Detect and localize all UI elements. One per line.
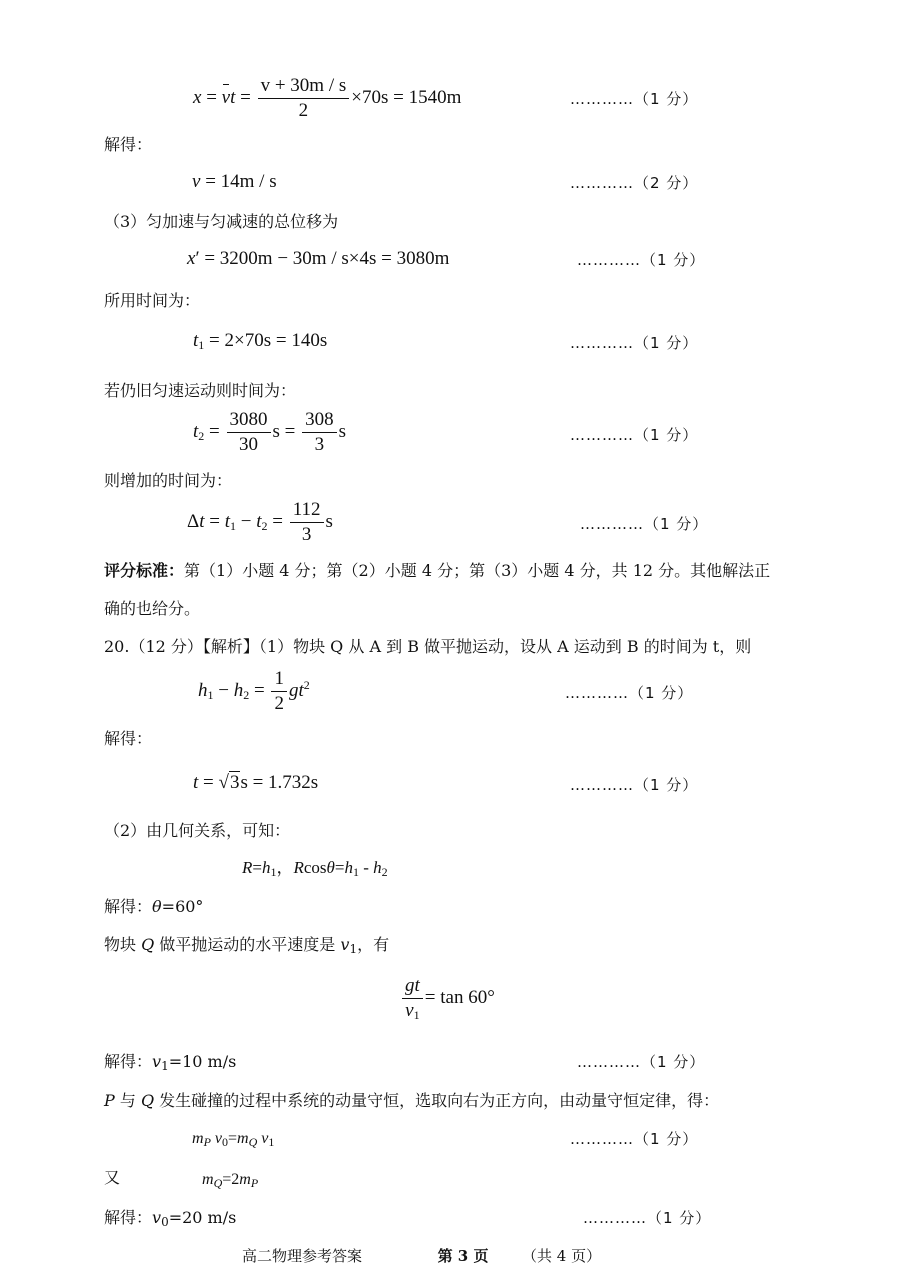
scoring-criteria-heading: 评分标准： <box>104 561 185 580</box>
fraction-numerator: v + 30m / s <box>258 74 350 99</box>
footer-total-pages: （共 4 页） <box>522 1247 602 1265</box>
footer-title: 高二物理参考答案 <box>242 1247 363 1265</box>
equation-t2: $t_2$ = $\frac{3080}{30}$ s = $\frac{308}{3}$ s <box>193 409 347 455</box>
result-theta: 解得：θ=60° <box>104 897 204 916</box>
scoring-criteria-continued: 确的也给分。 <box>104 599 201 618</box>
text-part3: （3）匀加速与匀减速的总位移为 <box>104 212 339 231</box>
equation-displacement: x = vt = $\frac{v + 30m / s}{2}$ ×70s = 1540m <box>193 75 462 121</box>
equation-geometry: $R=h_1$，$Rcos\theta=h_1 - h_2$ <box>242 858 388 879</box>
question-20-label: 20.（12 分）【解析】 <box>104 637 259 656</box>
equation-t1: $t_1 = 2\times 70s = 140s$ <box>193 330 328 352</box>
question-20-text: （1）物块 Q 从 A 到 B 做平抛运动，设从 A 运动到 B 的时间为 t，则 <box>258 637 752 656</box>
fraction-numerator: 1 <box>271 667 287 692</box>
scoring-criteria <box>104 560 770 582</box>
score-mark: …………（2 分） <box>570 174 699 192</box>
equation-delta-t: $\Delta t = t_1 - t_2$ = $\frac{112}{3}$ s <box>187 499 333 545</box>
text-momentum-conservation: P 与 Q 发生碰撞的过程中系统的动量守恒，选取向右为正方向，由动量守恒定律，得： <box>104 1091 720 1110</box>
fraction-denominator: 3 <box>314 434 325 455</box>
page-footer <box>242 1245 601 1267</box>
text-suoyong: 所用时间为： <box>104 291 201 310</box>
fraction-denominator: 2 <box>298 100 309 121</box>
equation-momentum: $m_P$ $v_0=m_Q$ $v_1$ <box>192 1130 275 1149</box>
text-you: 又 <box>104 1168 121 1187</box>
text-zeng: 则增加的时间为： <box>104 471 233 490</box>
footer-page-number: 第 3 页 <box>437 1247 489 1265</box>
fraction-gt-over-v1 <box>402 974 423 1023</box>
equation-xprime: x′ = 3200m − 30m / s×4s = 3080m <box>187 248 450 269</box>
score-mark: …………（1 分） <box>570 1130 699 1148</box>
score-mark: …………（1 分） <box>570 90 699 108</box>
score-mark: …………（1 分） <box>583 1209 712 1227</box>
equation-mass-ratio: $m_Q=2m_P$ <box>202 1171 259 1190</box>
text-jiede: 解得： <box>104 135 153 154</box>
text-ruo: 若仍旧匀速运动则时间为： <box>104 381 297 400</box>
equation-v: v = 14m / s <box>192 171 277 192</box>
equation-tail: ×70s = 1540m <box>351 86 462 108</box>
equation-tan: $\frac{gt}{v_1}$ = tan 60° <box>400 974 495 1023</box>
result-v1: 解得：$v_1=10$ m/s <box>104 1052 237 1073</box>
score-mark: …………（1 分） <box>577 251 706 269</box>
question-20-header <box>104 636 751 658</box>
score-mark: …………（1 分） <box>570 776 699 794</box>
fraction-t2-b <box>302 408 337 457</box>
equation-t: t = √3s = 1.732s <box>193 772 319 793</box>
score-mark: …………（1 分） <box>570 334 699 352</box>
text-horizontal-velocity: 物块 Q 做平抛运动的水平速度是 $v_1$，有 <box>104 935 390 956</box>
fraction-denominator: 30 <box>239 434 258 455</box>
scoring-criteria-body: 第（1）小题 4 分；第（2）小题 4 分；第（3）小题 4 分，共 12 分。其他解法正 <box>184 561 771 580</box>
fraction-half <box>271 667 287 716</box>
text-jiede: 解得： <box>104 729 153 748</box>
score-mark: …………（1 分） <box>577 1053 706 1071</box>
fraction-average-velocity <box>258 74 350 123</box>
score-mark: …………（1 分） <box>565 684 694 702</box>
fraction-denominator: 2 <box>274 693 284 714</box>
fraction-numerator: 308 <box>302 408 337 433</box>
fraction-denominator: $v_1$ <box>405 1000 420 1022</box>
fraction-denominator: 3 <box>301 524 312 545</box>
fraction-numerator: gt <box>402 974 423 999</box>
result-v0: 解得：$v_0=20$ m/s <box>104 1208 237 1229</box>
fraction-numerator: 3080 <box>227 408 271 433</box>
text-part2: （2）由几何关系，可知： <box>104 821 291 840</box>
score-mark: …………（1 分） <box>580 515 709 533</box>
fraction-delta-t <box>290 498 324 547</box>
score-mark: …………（1 分） <box>570 426 699 444</box>
fraction-numerator: 112 <box>290 498 324 523</box>
equation-height: $h_1 - h_2$ = $\frac{1}{2}$ $gt^2$ <box>198 668 310 714</box>
fraction-t2-a <box>227 408 271 457</box>
